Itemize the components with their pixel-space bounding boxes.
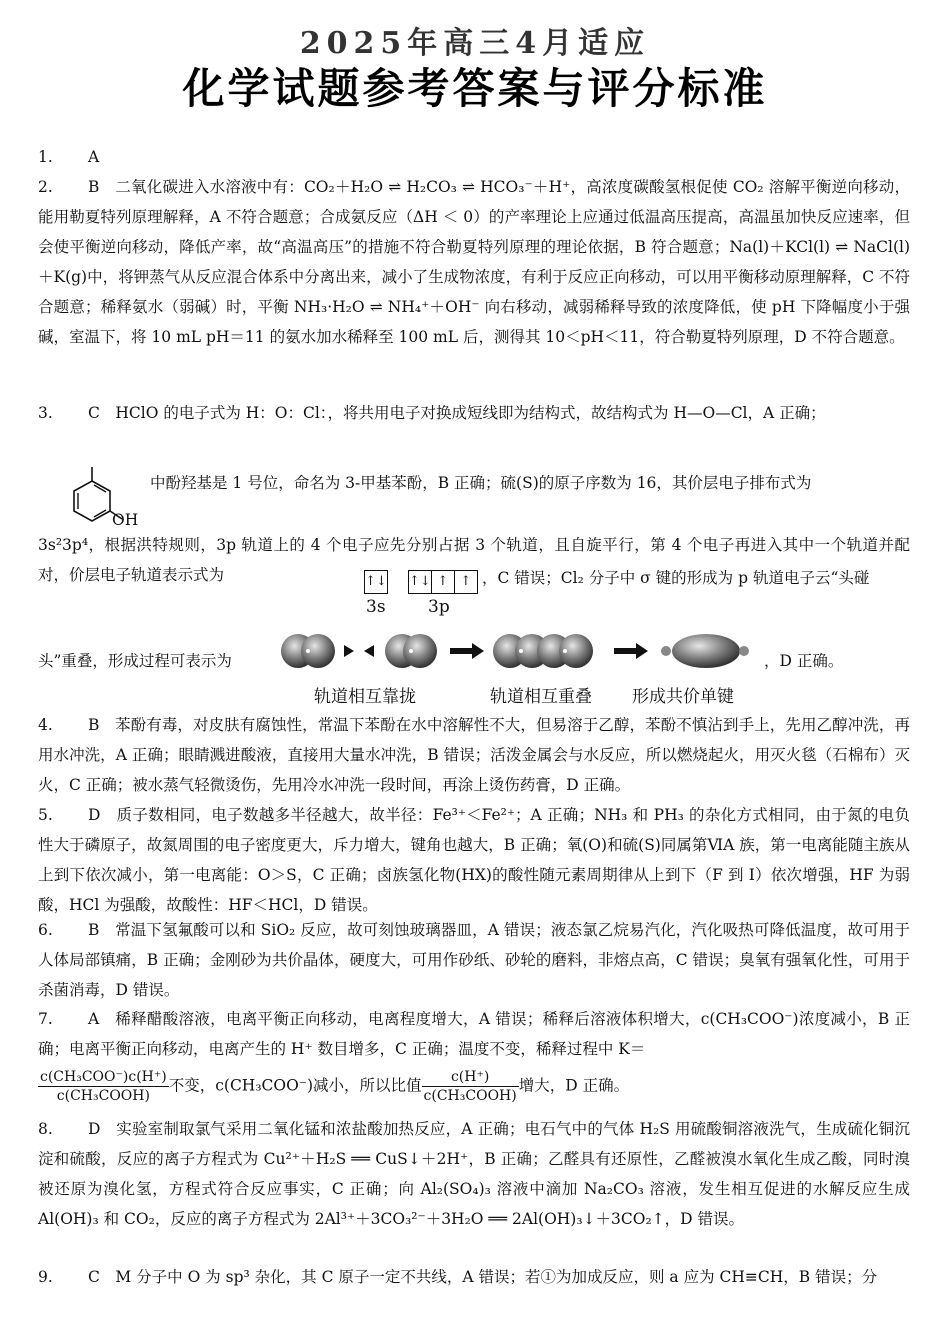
answer-9: 9. C M 分子中 O 为 sp³ 杂化，其 C 原子一定不共线，A 错误；若①为加成反应，则 a 应为 CH≡CH，B 错误；分 [38,1268,878,1286]
sigma-bond-figure [278,628,758,678]
answer-2: 2. B 二氧化碳进入水溶液中有：CO₂＋H₂O ⇌ H₂CO₃ ⇌ HCO₃⁻＋H⁺，高浓度碳酸氢根促使 CO₂ 溶解平衡逆向移动，能用勒夏特列原理解释，A 不符合题意；合成氨反应（ΔH ＜ 0）的产率理论上应通过低温高压提高，高温虽加快反应速率，但会使平衡逆向移动，降低产率，故“高温高压”的措施不符合勒夏特列原理的理论依据，B 符合题意；Na(l)＋KCl(l) ⇌ NaCl(l)＋K(g)中，将钾蒸气从反应混合体系中分离出来，减小了生成物浓度，有利于反应正向移动，可以用平衡移动原理解释，C 不符合题意；稀释氨水（弱碱）时，平衡 NH₃·H₂O ⇌ NH₄⁺＋OH⁻ 向右移动，减弱稀释导致的浓度降低，使 pH 下降幅度小于强碱，室温下，将 10 mL pH＝11 的氨水加水稀释至 100 mL 后，测得其 10＜pH＜11，符合勒夏特列原理，D 不符合题意。 [38,178,910,346]
answer-1: 1. A [38,148,100,166]
answer-3-line4: ，C 错误；Cl₂ 分子中 σ 键的形成为 p 轨道电子云“头碰 [482,569,870,587]
caption-bond: 形成共价单键 [632,687,734,707]
answer-3-line2: 中酚羟基是 1 号位，命名为 3-甲基苯酚，B 正确；硫(S)的原子序数为 16，其价层电子排布式为 [150,474,812,492]
answer-3-line6: ，D 正确。 [764,652,844,670]
ratio-fraction: $\frac{c(H^+)}{\text{c(CH₃COOH)}}$ [423,1069,517,1104]
orbital-diagram [364,566,478,596]
oh-label: OH [112,511,139,529]
answer-3-line1: 3. C HClO 的电子式为 H：O：Cl：，将共用电子对换成短线即为结构式，故结构式为 H—O—Cl，A 正确； [38,404,826,422]
header-fragment: 2025年高三4月适应 [299,26,651,61]
answer-8: 8. D 实验室制取氯气采用二氧化锰和浓盐酸加热反应，A 正确；电石气中的气体 H₂S 用硫酸铜溶液洗气，生成硫化铜沉淀和硫酸，反应的离子方程式为 Cu²⁺＋H₂S ══ CuS↓＋2H⁺，B 正确；乙醛具有还原性，乙醛被溴水氧化生成乙酸，同时溴被还原为溴化氢，方程式符合反应事实，C 正确；向 Al₂(SO₄)₃ 溶液中滴加 Na₂CO₃ 溶液，发生相互促进的水解反应生成 Al(OH)₃ 和 CO₂，反应的离子方程式为 2Al³⁺＋3CO₃²⁻＋3H₂O ══ 2Al(OH)₃↓＋3CO₂↑，D 错误。 [38,1120,910,1228]
caption-approach: 轨道相互靠拢 [314,687,416,707]
orbital-3s-label: 3s [366,597,386,617]
page-title: 化学试题参考答案与评分标准 [182,64,768,113]
answer-5: 5. D 质子数相同，电子数越多半径越大，故半径：Fe³⁺＜Fe²⁺；A 正确；NH₃ 和 PH₃ 的杂化方式相同，由于氮的电负性大于磷原子，故氮周围的电子密度更大，斥力增大，键角也越大，B 正确；氧(O)和硫(S)同属第ⅥA 族，第一电离能随主族从上到下依次减小，第一电离能：O＞S，C 正确；卤族氢化物(HX)的酸性随元素周期律从上到下（F 到 I）依次增强，HF 为弱酸，HCl 为强酸，故酸性：HF＜HCl，D 错误。 [38,806,910,914]
orbital-3s: ↑↓ [364,570,388,594]
answer-7: 7. A 稀释醋酸溶液，电离平衡正向移动，电离程度增大，A 错误；稀释后溶液体积增大，c(CH₃COO⁻)浓度减小，B 正确；电离平衡正向移动，电离产生的 H⁺ 数目增多，C 正确；温度不变，稀释过程中 K＝ [38,1010,910,1058]
methylphenol-structure [62,467,152,529]
orbital-3p: ↑↓ ↑ ↑ [408,570,478,594]
orbital-3p-label: 3p [428,597,450,617]
answer-3-line3: 3s²3p⁴，根据洪特规则，3p 轨道上的 4 个电子应先分别占据 3 个轨道，且自旋平行，第 4 个电子再进入其中一个轨道并配对，价层电子轨道表示式为 [38,536,910,584]
ka-fraction: $\frac{\text{c(CH₃COO⁻)c(H⁺)}}{\text{c(CH₃COOH)}}$ [40,1069,167,1104]
caption-overlap: 轨道相互重叠 [490,687,592,707]
answer-7-fraction-line: $\frac{\text{c(CH₃COO⁻)c(H⁺)}}{\text{c(CH₃COOH)}}$ 不变，c(CH₃COO⁻)减小，所以比值 $\frac{c(H^+)}{\text{c(CH₃COOH)}}$ 增大，D 正确。 [40,1069,630,1104]
answer-4: 4. B 苯酚有毒，对皮肤有腐蚀性，常温下苯酚在水中溶解性不大，但易溶于乙醇，苯酚不慎沾到手上，先用乙醇冲洗，再用水冲洗，A 正确；眼睛溅进酸液，直接用大量水冲洗，B 错误；活泼金属会与水反应，所以燃烧起火，用灭火毯（石棉布）灭火，C 正确；被水蒸气轻微烫伤，先用冷水冲洗一段时间，再涂上烫伤药膏，D 正确。 [38,716,910,794]
answer-3-line5: 头”重叠，形成过程可表示为 [38,652,232,670]
answer-6: 6. B 常温下氢氟酸可以和 SiO₂ 反应，故可刻蚀玻璃器皿，A 错误；液态氯乙烷易汽化，汽化吸热可降低温度，故可用于人体局部镇痛，B 正确；金刚砂为共价晶体，硬度大，可用作砂纸、砂轮的磨料，非熔点高，C 错误；臭氧有强氧化性，可用于杀菌消毒，D 错误。 [38,921,910,999]
